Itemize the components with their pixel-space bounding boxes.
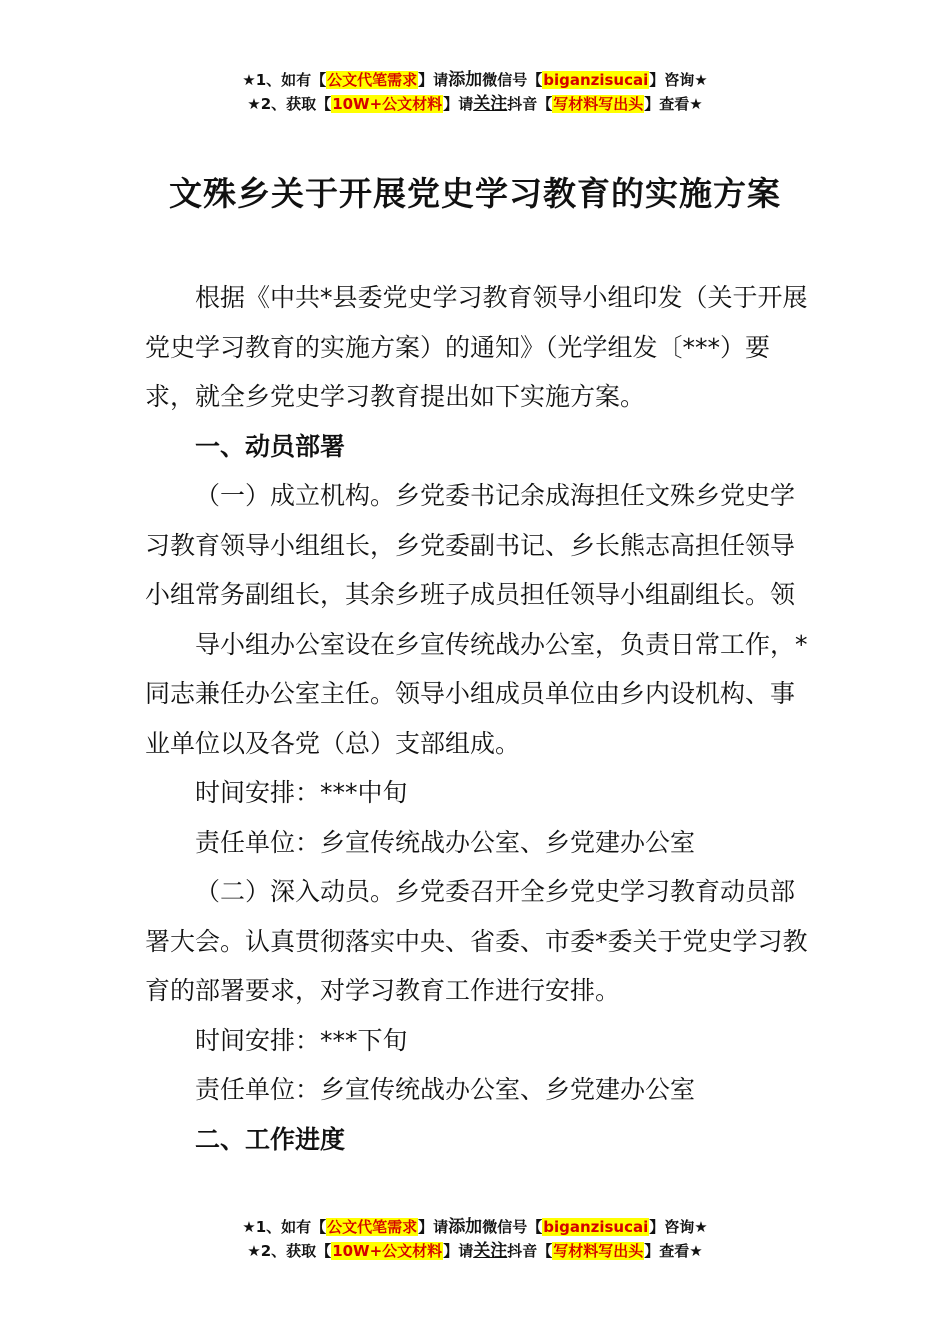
promo-text: 抖音【 [507,95,553,113]
promo-douyin-id: 写材料写出头 [553,1242,644,1260]
intro-paragraph: 根据《中共*县委党史学习教育领导小组印发（关于开展党史学习教育的实施方案）的通知》（光学组发〔***）要求，就全乡党史学习教育提出如下实施方案。 [145,283,808,411]
item-paragraph-continued: 导小组办公室设在乡宣传统战办公室，负责日常工作，*同志兼任办公室主任。领导小组成员单位由乡内设机构、事业单位以及各党（总）支部组成。 [145,629,808,758]
promo-emphasis: 添加 [448,1217,483,1237]
section-heading: 二、工作进度 [195,1124,346,1154]
promo-text: ★1、如有【 [242,71,327,89]
promo-line-1 [0,68,950,92]
promo-text: 】请 [418,1218,449,1236]
promo-banner-top [0,68,950,116]
promo-text: 】请 [443,95,474,113]
promo-highlight: 10W+公文材料 [332,1242,443,1260]
promo-line-2 [0,92,950,116]
promo-emphasis: 添加 [448,70,483,90]
promo-line-2 [0,1239,950,1263]
promo-text: 微信号【 [482,71,543,89]
promo-emphasis: 关注 [473,94,508,114]
promo-text: 】查看★ [644,1242,703,1260]
document-body [145,273,815,1164]
promo-text: 】请 [418,71,449,89]
responsible-unit: 责任单位：乡宣传统战办公室、乡党建办公室 [195,827,696,857]
item-paragraph: （二）深入动员。乡党委召开全乡党史学习教育动员部署大会。认真贯彻落实中央、省委、市委*委关于党史学习教育的部署要求，对学习教育工作进行安排。 [145,877,808,1005]
promo-highlight: 10W+公文材料 [332,95,443,113]
promo-text: 】咨询★ [649,1218,708,1236]
promo-wechat-id: biganzisucai [543,1218,649,1236]
promo-douyin-id: 写材料写出头 [553,95,644,113]
promo-highlight: 公文代笔需求 [327,71,418,89]
time-arrangement: 时间安排：***下旬 [195,1025,408,1055]
promo-text: ★1、如有【 [242,1218,327,1236]
promo-text: ★2、获取【 [247,1242,332,1260]
item-paragraph: （一）成立机构。乡党委书记余成海担任文殊乡党史学习教育领导小组组长，乡党委副书记、乡长熊志高担任领导小组常务副组长，其余乡班子成员担任领导小组副组长。领 [145,481,796,609]
promo-text: 微信号【 [482,1218,543,1236]
time-arrangement: 时间安排：***中旬 [195,778,408,807]
document-title: 文殊乡关于开展党史学习教育的实施方案 [169,174,781,213]
promo-line-1 [0,1215,950,1239]
promo-wechat-id: biganzisucai [543,71,649,89]
promo-text: 】查看★ [644,95,703,113]
responsible-unit: 责任单位：乡宣传统战办公室、乡党建办公室 [195,1075,696,1104]
promo-text: ★2、获取【 [247,95,332,113]
promo-banner-bottom [0,1215,950,1263]
promo-highlight: 公文代笔需求 [327,1218,418,1236]
section-heading: 一、动员部署 [195,431,346,461]
promo-text: 抖音【 [507,1242,553,1260]
promo-text: 】咨询★ [649,71,708,89]
promo-text: 】请 [443,1242,474,1260]
promo-emphasis: 关注 [473,1241,508,1261]
